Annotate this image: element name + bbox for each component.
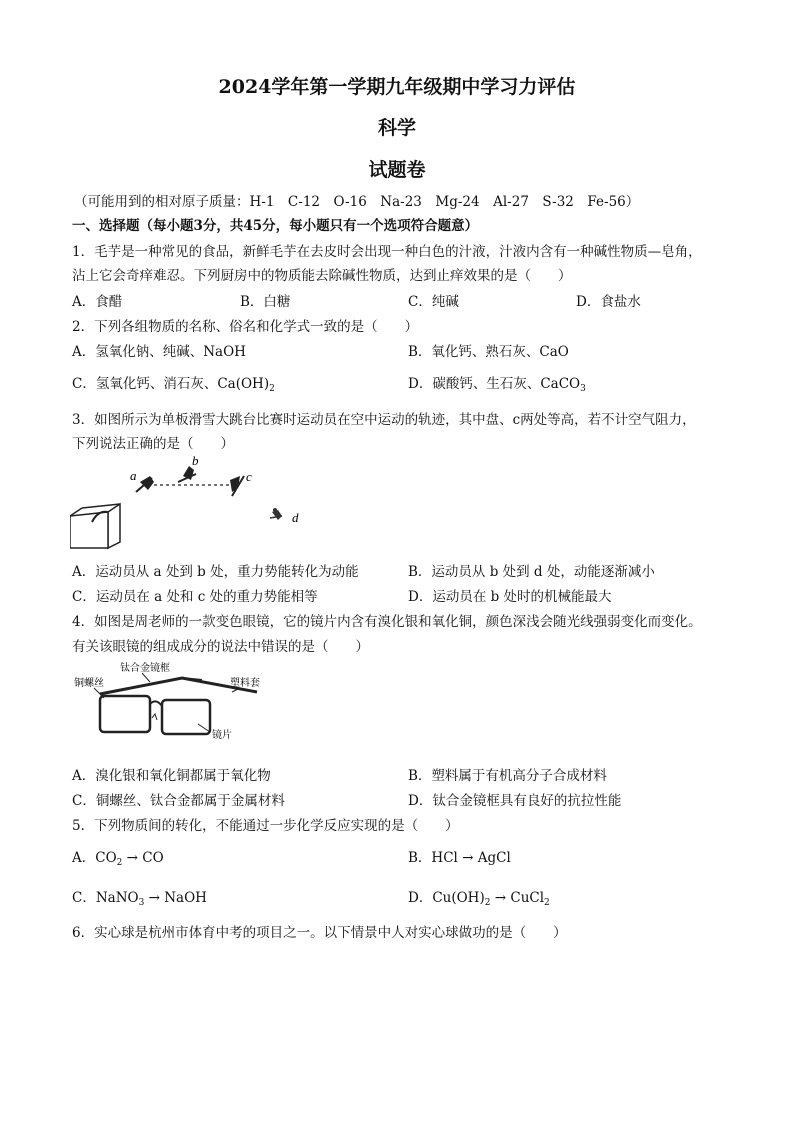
label-b: b	[192, 453, 199, 468]
q5-option-c	[72, 886, 207, 908]
q5-option-a-post: → CO	[122, 850, 164, 866]
q4-option-a: A．溴化银和氧化铜都属于氧化物	[72, 768, 271, 784]
skier-b-icon	[178, 466, 196, 482]
q1-option-a: A．食醋	[72, 294, 123, 310]
q1-option-c: C．纯碱	[408, 294, 459, 310]
label-screw: 铜螺丝	[74, 678, 104, 689]
q3-stem-line1: 3．如图所示为单板滑雪大跳台比赛时运动员在空中运动的轨迹，其中盘、c两处等高，若不计空气阻力，	[72, 412, 696, 428]
q2-option-c-formula: (OH)	[235, 376, 270, 392]
q3-stem-line2: 下列说法正确的是（ ）	[72, 436, 234, 452]
q5-option-a-pre: A．CO	[72, 850, 117, 866]
q4-option-d: D．钛合金镜框具有良好的抗拉性能	[408, 793, 622, 809]
q5-option-a-sub: 2	[116, 858, 123, 868]
q5-option-d-sub2: 2	[544, 898, 550, 908]
atomic-mass-note: （可能用到的相对原子质量：H-1 C-12 O-16 Na-23 Mg-24 Al-27 S-32 Fe-56）	[74, 194, 640, 210]
q3-option-a: A．运动员从 a 处到 b 处，重力势能转化为动能	[72, 564, 359, 580]
q4-option-c: C．铜螺丝、钛合金都属于金属材料	[72, 793, 285, 809]
q5-option-c-pre: C．NaNO	[72, 890, 139, 906]
q5-option-c-post: → NaOH	[144, 890, 207, 906]
label-pad: 塑料套	[230, 678, 260, 689]
q4-stem-line1: 4．如图是周老师的一款变色眼镜，它的镜片内含有溴化银和氧化铜，颜色深浅会随光线强弱变化而变化。	[72, 614, 702, 630]
q1-option-d: D．食盐水	[576, 294, 641, 310]
q5-option-b: B．HCl → AgCl	[408, 850, 511, 866]
q2-option-a: A．氢氧化钠、纯碱、NaOH	[72, 344, 246, 360]
q1-stem-line1: 1．毛芋是一种常见的食品，新鲜毛芋在去皮时会出现一种白色的汁液，汁液内含有一种碱性物质—皂角，	[72, 244, 702, 260]
skier-c-icon	[230, 476, 244, 496]
glasses-figure	[72, 658, 272, 746]
skier-d-icon	[270, 508, 282, 520]
label-a: a	[130, 468, 137, 483]
paper-title: 试题卷	[368, 159, 426, 181]
q3-option-c: C．运动员在 a 处和 c 处的重力势能相等	[72, 589, 318, 605]
q2-option-c	[72, 372, 275, 394]
skier-a-icon	[136, 476, 154, 492]
q5-option-d-mid: → CuCl	[490, 890, 545, 906]
q1-option-b: B．白糖	[240, 294, 291, 310]
q5-option-a	[72, 846, 164, 868]
subject-title: 科学	[377, 117, 416, 139]
q2-option-d-text: D．碳酸钙、生石灰、CaCO	[408, 376, 581, 392]
q2-option-d	[408, 372, 586, 394]
q2-option-b: B．氧化钙、熟石灰、CaO	[408, 344, 569, 360]
q3-option-b: B．运动员从 b 处到 d 处，动能逐渐减小	[408, 564, 655, 580]
q3-option-d: D．运动员在 b 处时的机械能最大	[408, 589, 612, 605]
q2-option-d-sub: 3	[580, 384, 586, 394]
q2-option-c-text: C．氢氧化钙、消石灰、Ca	[72, 376, 236, 392]
label-c: c	[246, 469, 252, 484]
ramp-block	[70, 504, 120, 548]
q5-stem: 5．下列物质间的转化，不能通过一步化学反应实现的是（ ）	[72, 818, 459, 834]
q6-stem: 6．实心球是杭州市体育中考的项目之一。以下情景中人对实心球做功的是（ ）	[72, 925, 567, 941]
q4-stem-line2: 有关该眼镜的组成成分的说法中错误的是（ ）	[72, 639, 369, 655]
label-lens: 镜片	[212, 730, 232, 741]
label-d: d	[292, 510, 299, 525]
q5-option-c-sub: 3	[138, 898, 145, 908]
q5-option-d-sub: 2	[484, 898, 491, 908]
q2-option-c-sub: 2	[269, 384, 275, 394]
ski-jump-figure	[70, 452, 330, 552]
q1-stem-line2: 沾上它会奇痒难忍。下列厨房中的物质能去除碱性物质，达到止痒效果的是（ ）	[72, 268, 572, 284]
label-frame: 钛合金镜框	[120, 663, 170, 674]
exam-title: 2024学年第一学期九年级期中学习力评估	[218, 76, 576, 98]
q2-stem: 2．下列各组物质的名称、俗名和化学式一致的是（ ）	[72, 319, 419, 335]
q5-option-d-pre: D．Cu(OH)	[408, 890, 485, 906]
section1-heading: 一、选择题（每小题3分，共45分，每小题只有一个选项符合题意）	[72, 218, 479, 234]
q5-option-d	[408, 886, 550, 908]
q4-option-b: B．塑料属于有机高分子合成材料	[408, 768, 607, 784]
